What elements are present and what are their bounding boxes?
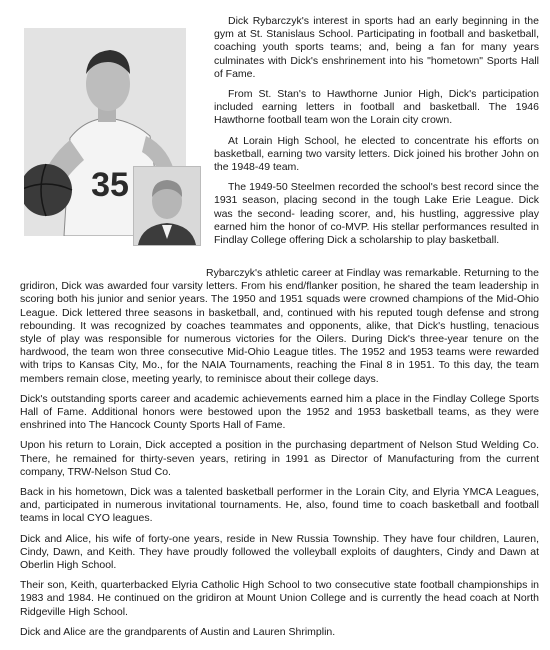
- paragraph-8: Back in his hometown, Dick was a talented basketball performer in the Lorain City, and Elyria YMCA Leagues, and, participated in numerous invitational tournaments. He, also, found time to coach basketball and football teams in local CYO leagues.: [20, 486, 539, 525]
- paragraph-11: Dick and Alice are the grandparents of Austin and Lauren Shrimplin.: [20, 625, 336, 638]
- paragraph-2: From St. Stan's to Hawthorne Junior High, Dick's participation included earning letters in football and basketball. The 1946 Hawthorne football team won the Lorain city crown.: [214, 88, 539, 127]
- main-column: [20, 267, 539, 646]
- paragraph-9: Dick and Alice, his wife of forty-one years, reside in New Russia Township. They have four children, Lauren, Cindy, Dawn, and Keith. They have proudly followed the volleyball exploits of daughters, Cindy and Dawn at Oberlin High School.: [20, 532, 539, 572]
- portrait-illustration: [134, 167, 200, 245]
- paragraph-4: The 1949-50 Steelmen recorded the school's best record since the 1931 season, placing second in the tough Lake Erie League. Dick was the second- leading scorer, and, his hustling, aggressive play earned him the honor of co-MVP. His stellar performances resulted in Findlay College offering Dick a scholarship to play basketball.: [214, 181, 539, 247]
- intro-column: [214, 15, 539, 254]
- paragraph-5: Rybarczyk's athletic career at Findlay was remarkable. Returning to the gridiron, Dick was awarded four varsity letters. From his end/flanker position, he shared the team leadership in scoring both his junior and senior years. The 1950 and 1951 squads were crowned champions of the Mid-Ohio League. Dick lettered three seasons in basketball, and, continued with his reputed tough defense and strong rebounding. It was recognized by coaches teammates and opponents, alike, that Dick's hustling, tenacious style of play was responsible for numerous victories for the Oilers. During Dick's three-year tenure on the hardwood, the team won three consecutive Mid-Ohio League titles. The 1952 and 1953 teams were rewarded with trips to Kansas City, Mo., for the NAIA Tournaments, reaching the Final 8 in 1951. To this day, the team members remain close, meeting yearly, to reminisce about their college days.: [20, 267, 539, 385]
- portrait-photo: [133, 166, 201, 246]
- paragraph-10: Their son, Keith, quarterbacked Elyria Catholic High School to two consecutive state football championships in 1983 and 1984. He continued on the gridiron at Mount Union College and is currently the head coach at North Ridgeville High School.: [20, 579, 539, 618]
- paragraph-1: Dick Rybarczyk's interest in sports had an early beginning in the gym at St. Stanislaus School. Participating in football and basketball, coaching youth sports teams; and, being a fan for many years culminates with Dick's enshrinement into his "hometown" Sports Hall of Fame.: [214, 15, 539, 80]
- paragraph-6: Dick's outstanding sports career and academic achievements earned him a place in the Findlay College Sports Hall of Fame. Additional honors were bestowed upon the 1952 and 1953 basketball teams, as they were enshrined into The Hancock County Sports Hall of Fame.: [20, 392, 539, 432]
- paragraph-3: At Lorain High School, he elected to concentrate his efforts on basketball, earning two varsity letters. Dick joined his brother John on the 1948-49 team.: [214, 134, 539, 174]
- jersey-number: 35: [91, 166, 129, 204]
- paragraph-7: Upon his return to Lorain, Dick accepted a position in the purchasing department of Nelson Stud Welding Co. There, he remained for thirty-seven years, retiring in 1991 as Director of Manufacturing from the current company, TRW-Nelson Stud Co.: [20, 439, 539, 478]
